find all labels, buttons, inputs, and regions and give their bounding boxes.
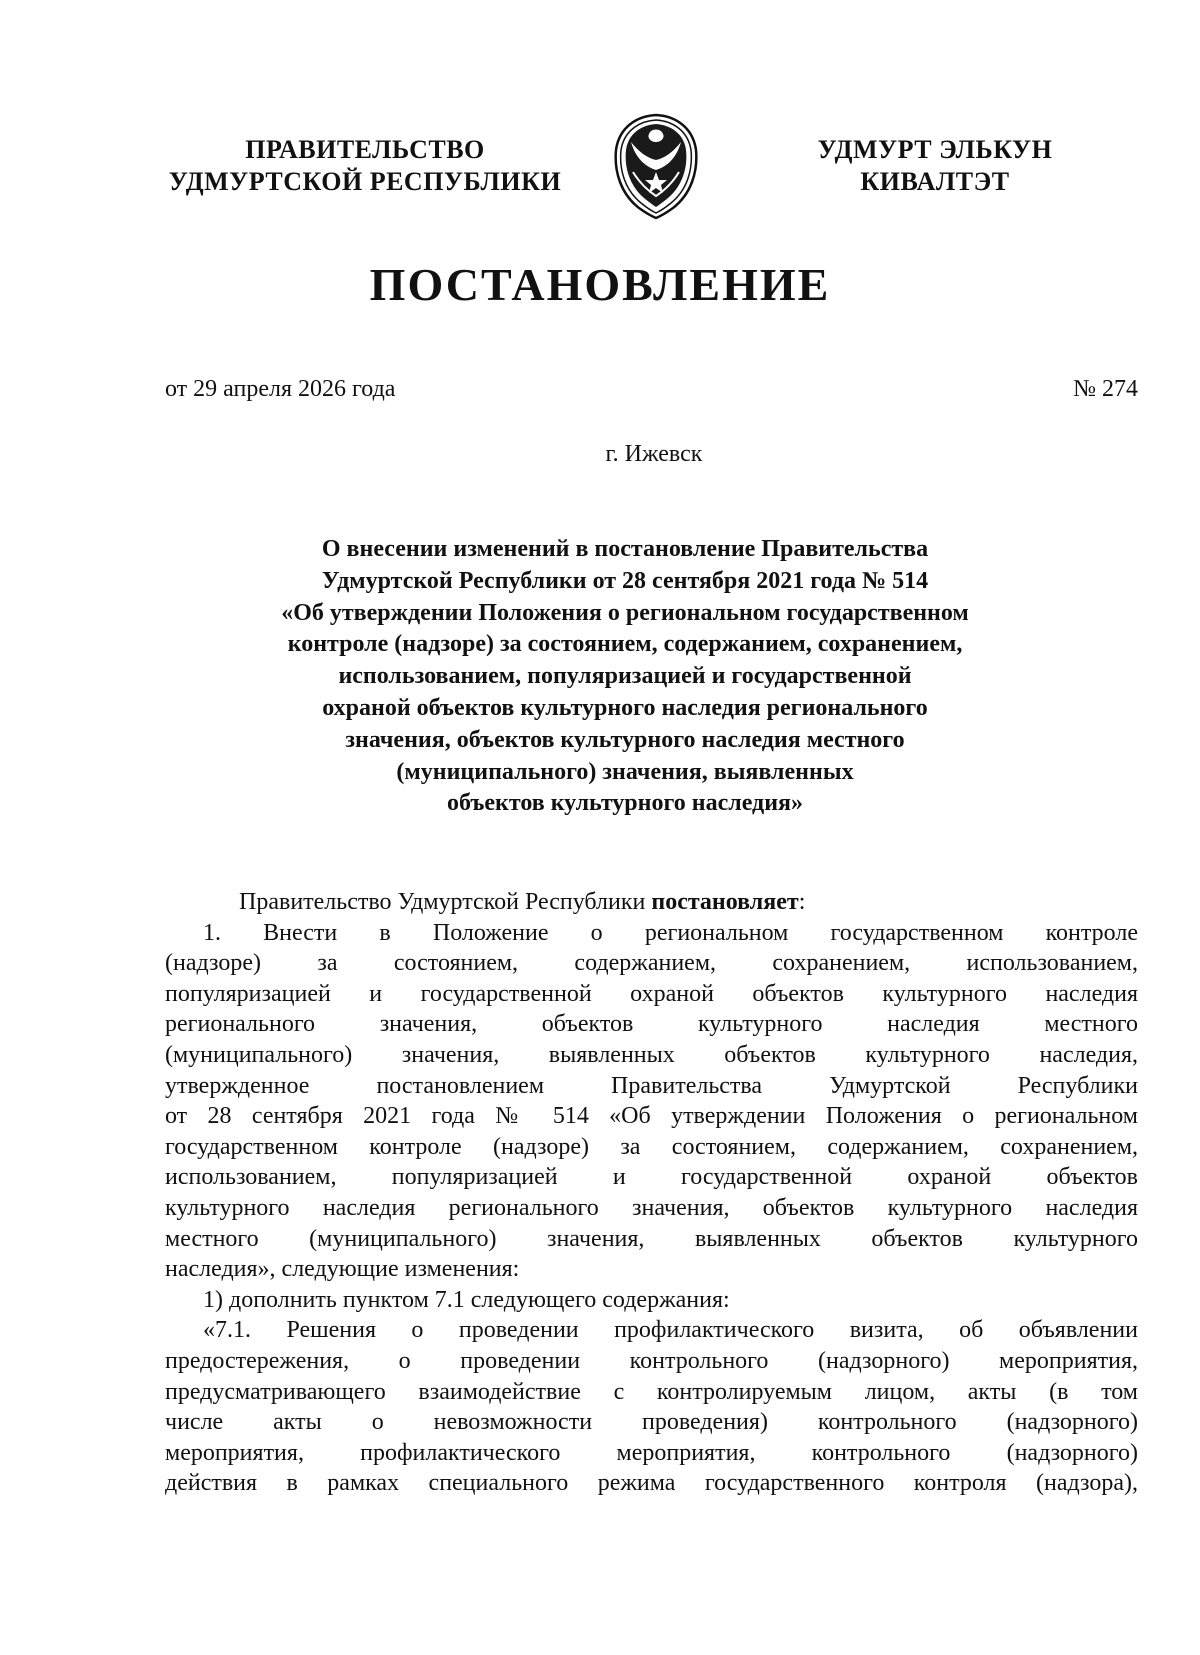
item-1-line: наследия», следующие изменения: [165,1256,520,1283]
document-body [165,887,1138,1499]
preamble-paragraph [165,887,1138,918]
title-line: Удмуртской Республики от 28 сентября 2021 года № 514 [321,567,929,594]
title-line: (муниципального) значения, выявленных [396,758,854,785]
item-1-line: от 28 сентября 2021 года № 514 «Об утверждении Положения о региональном [165,1103,1138,1130]
left-organization-name [150,134,580,198]
item-1-line: (муниципального) значения, выявленных объектов культурного наследия, [165,1041,1138,1068]
item-1-line: регионального значения, объектов культурного наследия местного [165,1011,1138,1038]
item-1-line: 1. Внести в Положение о региональном государственном контроле [203,919,1138,946]
item-7-1-line: «7.1. Решения о проведении профилактического визита, об объявлении [203,1317,1138,1344]
item-7-1-line: числе акты о невозможности проведения) контрольного (надзорного) [165,1409,1138,1436]
preamble-text: Правительство Удмуртской Республики [239,889,652,915]
left-org-line-1: ПРАВИТЕЛЬСТВО [245,135,485,164]
title-line: контроле (надзоре) за состоянием, содержанием, сохранением, [287,631,963,658]
item-7-1-line: действия в рамках специального режима государственного контроля (надзора), [165,1470,1138,1497]
subitem-1: 1) дополнить пунктом 7.1 следующего содержания: [203,1286,730,1313]
title-line: использованием, популяризацией и государственной [338,663,912,690]
item-1-line: использованием, популяризацией и государственной охраной объектов [165,1164,1138,1191]
title-line: «Об утверждении Положения о региональном государственном [281,599,969,626]
title-line: охраной объектов культурного наследия регионального [322,694,928,721]
item-7-1-line: предостережения, о проведении контрольного (надзорного) мероприятия, [165,1347,1138,1374]
title-line: О внесении изменений в постановление Правительства [321,536,929,562]
item-1-line: популяризацией и государственной охраной объектов культурного наследия [165,980,1138,1007]
item-1-line: (надзоре) за состоянием, содержанием, сохранением, использованием, [165,950,1138,977]
udmurtia-coat-of-arms-icon [611,112,701,220]
right-organization-name [790,134,1080,198]
preamble-keyword: постановляет [651,889,799,915]
document-type-heading: ПОСТАНОВЛЕНИЕ [369,259,831,310]
document-title [160,534,1090,820]
document-number: № 274 [1073,376,1138,402]
item-7-1-line: мероприятия, профилактического мероприятия, контрольного (надзорного) [165,1439,1138,1466]
item-1-line: утвержденное постановлением Правительства Удмуртской Республики [165,1072,1138,1099]
title-line: объектов культурного наследия» [446,790,804,817]
item-7-1-line: предусматривающего взаимодействие с контролируемым лицом, акты (в том [165,1378,1138,1405]
title-line: значения, объектов культурного наследия местного [345,726,905,753]
right-org-line-2: КИВАЛТЭТ [860,167,1010,196]
document-city: г. Ижевск [605,441,703,467]
item-1-line: государственном контроле (надзоре) за состоянием, содержанием, сохранением, [165,1133,1138,1160]
left-org-line-2: УДМУРТСКОЙ РЕСПУБЛИКИ [168,167,562,196]
preamble-colon: : [798,889,806,915]
right-org-line-1: УДМУРТ ЭЛЬКУН [817,135,1053,164]
item-1-line: местного (муниципального) значения, выявленных объектов культурного [165,1225,1138,1252]
item-1-line: культурного наследия регионального значения, объектов культурного наследия [165,1194,1138,1221]
document-date: от 29 апреля 2026 года [165,376,396,402]
